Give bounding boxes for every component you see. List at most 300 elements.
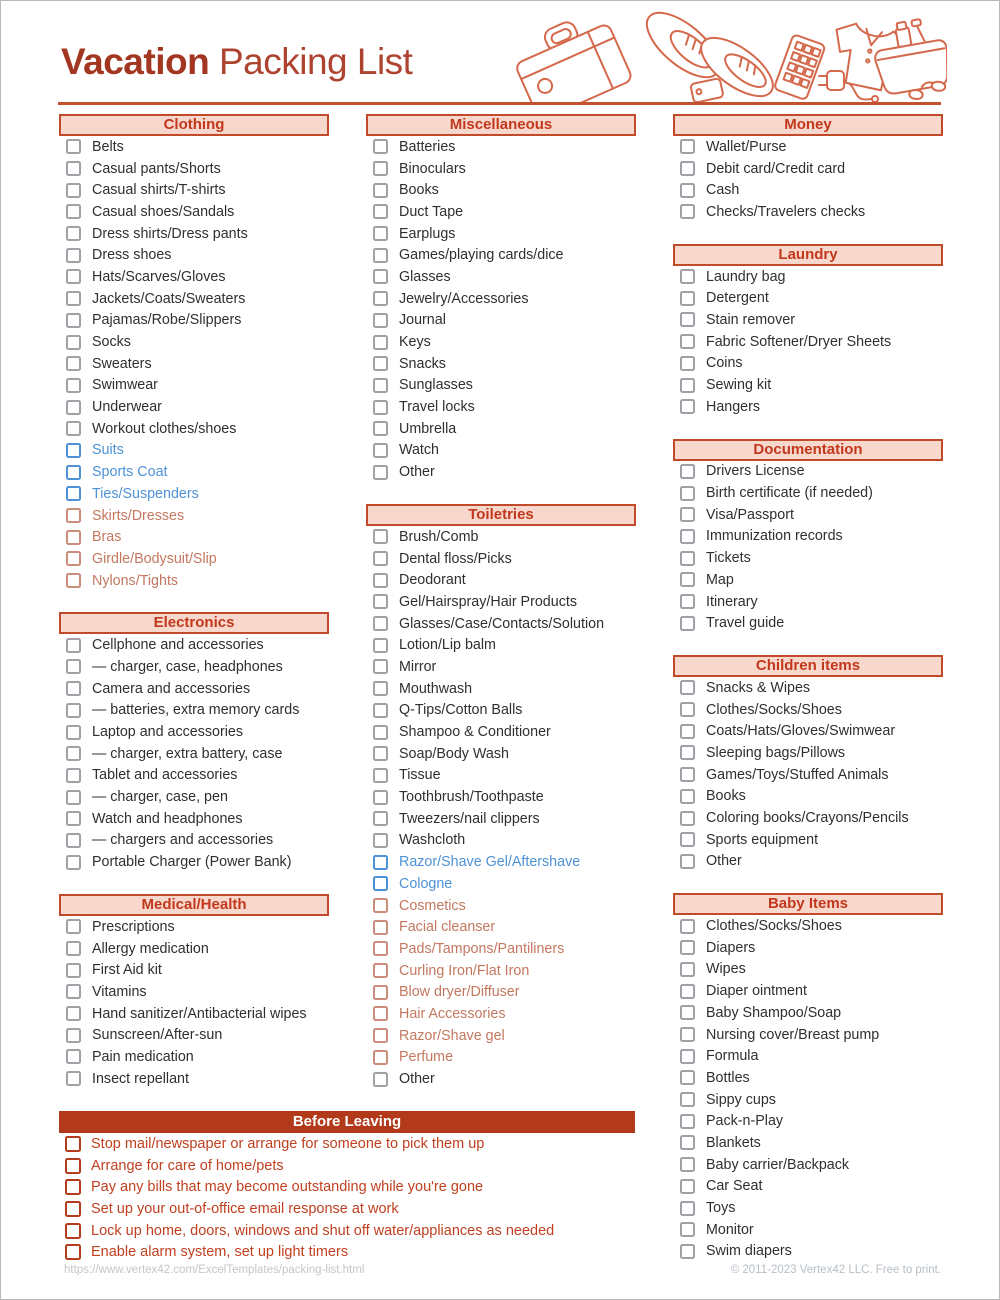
item-label: Facial cleanser [399, 919, 496, 936]
item-label: Mirror [399, 658, 437, 675]
checklist-item [59, 1068, 329, 1090]
checkbox[interactable] [66, 768, 81, 783]
travel-items-illustration [511, 7, 947, 103]
checkbox[interactable] [66, 573, 81, 588]
checkbox[interactable] [680, 940, 695, 955]
checkbox[interactable] [680, 724, 695, 739]
checkbox[interactable] [66, 204, 81, 219]
checkbox[interactable] [65, 1158, 81, 1174]
checklist-item [59, 634, 329, 656]
checklist-item [59, 179, 329, 201]
checklist-item [59, 808, 329, 830]
checkbox[interactable] [66, 551, 81, 566]
checklist-item [673, 1176, 943, 1198]
item-label: Baby carrier/Backpack [706, 1156, 850, 1173]
checkbox[interactable] [373, 291, 388, 306]
checklist-item [366, 569, 636, 591]
checklist-item [673, 374, 943, 396]
checkbox[interactable] [680, 767, 695, 782]
column-middle [366, 114, 636, 1283]
checkbox[interactable] [373, 1050, 388, 1065]
checkbox[interactable] [680, 291, 695, 306]
section-miscellaneous [366, 114, 636, 483]
item-label: Sippy cups [706, 1091, 776, 1108]
checklist-item [59, 1024, 329, 1046]
checkbox[interactable] [373, 204, 388, 219]
checkbox[interactable] [66, 226, 81, 241]
item-label: Pack-n-Play [706, 1113, 784, 1130]
item-label: Other [399, 1071, 435, 1088]
checklist-item [59, 310, 329, 332]
item-label: Coats/Hats/Gloves/Swimwear [706, 723, 896, 740]
item-label: — charger, extra battery, case [92, 745, 283, 762]
item-label: Baby Shampoo/Soap [706, 1004, 842, 1021]
checkbox[interactable] [680, 572, 695, 587]
item-label: Keys [399, 334, 431, 351]
checkbox[interactable] [373, 920, 388, 935]
checkbox[interactable] [66, 984, 81, 999]
item-label: Other [706, 853, 742, 870]
item-label: Hand sanitizer/Antibacterial wipes [92, 1005, 307, 1022]
checkbox[interactable] [680, 811, 695, 826]
checklist-item [59, 700, 329, 722]
checkbox[interactable] [680, 680, 695, 695]
item-label: Bras [92, 529, 122, 546]
item-label: Batteries [399, 138, 456, 155]
checkbox[interactable] [66, 378, 81, 393]
item-label: Books [706, 788, 746, 805]
checklist-item [59, 461, 329, 483]
section-baby-items [673, 893, 943, 1262]
checkbox[interactable] [680, 1027, 695, 1042]
checkbox[interactable] [65, 1136, 81, 1152]
item-label: Diaper ointment [706, 983, 807, 1000]
item-label: Sweaters [92, 355, 152, 372]
checkbox[interactable] [680, 1070, 695, 1085]
checkbox[interactable] [66, 919, 81, 934]
checkbox[interactable] [373, 833, 388, 848]
checkbox[interactable] [66, 335, 81, 350]
checklist-item [366, 396, 636, 418]
item-label: Skirts/Dresses [92, 507, 185, 524]
checkbox[interactable] [680, 1201, 695, 1216]
checkbox[interactable] [66, 746, 81, 761]
item-label: Umbrella [399, 420, 457, 437]
item-label: Cosmetics [399, 897, 466, 914]
item-label: Portable Charger (Power Bank) [92, 854, 292, 871]
item-label: Soap/Body Wash [399, 745, 509, 762]
checkbox[interactable] [373, 378, 388, 393]
checkbox[interactable] [373, 616, 388, 631]
checkbox[interactable] [65, 1244, 81, 1260]
item-label: Q-Tips/Cotton Balls [399, 702, 523, 719]
item-label: Debit card/Credit card [706, 160, 846, 177]
checkbox[interactable] [680, 594, 695, 609]
checkbox[interactable] [680, 486, 695, 501]
checklist-item [673, 959, 943, 981]
checkbox[interactable] [680, 854, 695, 869]
item-label: Underwear [92, 399, 162, 416]
checkbox[interactable] [66, 681, 81, 696]
checkbox[interactable] [66, 139, 81, 154]
checkbox[interactable] [680, 1135, 695, 1150]
checkbox[interactable] [373, 573, 388, 588]
checklist-item [366, 743, 636, 765]
checkbox[interactable] [66, 725, 81, 740]
checkbox[interactable] [680, 356, 695, 371]
checklist-item [59, 765, 329, 787]
checkbox[interactable] [66, 269, 81, 284]
checklist-item [673, 504, 943, 526]
checkbox[interactable] [373, 183, 388, 198]
item-label: Casual shoes/Sandals [92, 203, 235, 220]
checkbox[interactable] [373, 985, 388, 1000]
checkbox[interactable] [373, 269, 388, 284]
checkbox[interactable] [680, 1092, 695, 1107]
checkbox[interactable] [680, 1049, 695, 1064]
checkbox[interactable] [373, 768, 388, 783]
checkbox[interactable] [66, 1049, 81, 1064]
item-label: Other [399, 464, 435, 481]
checklist-item [366, 201, 636, 223]
checklist-item [366, 851, 636, 873]
checkbox[interactable] [66, 161, 81, 176]
item-label: Prescriptions [92, 918, 175, 935]
checkbox[interactable] [66, 659, 81, 674]
checklist-item [673, 331, 943, 353]
checklist-item [673, 287, 943, 309]
checkbox[interactable] [66, 941, 81, 956]
item-label: Razor/Shave gel [399, 1027, 505, 1044]
item-label: Watch and headphones [92, 810, 243, 827]
item-label: Map [706, 571, 734, 588]
item-label: Books [399, 182, 439, 199]
checkbox[interactable] [373, 703, 388, 718]
checkbox[interactable] [680, 1222, 695, 1237]
checklist-item [59, 1198, 635, 1220]
checkbox[interactable] [680, 551, 695, 566]
item-label: Pay any bills that may become outstanding while you're gone [91, 1179, 484, 1196]
checkbox[interactable] [373, 443, 388, 458]
page-title [61, 41, 412, 83]
section-header-toiletries: Toiletries [366, 504, 636, 526]
checklist-item [673, 699, 943, 721]
checkbox[interactable] [66, 811, 81, 826]
checkbox[interactable] [680, 139, 695, 154]
checkbox[interactable] [66, 1028, 81, 1043]
checkbox[interactable] [373, 356, 388, 371]
item-label: Formula [706, 1048, 759, 1065]
checkbox[interactable] [66, 703, 81, 718]
checkbox[interactable] [66, 248, 81, 263]
item-label: Watch [399, 442, 439, 459]
checkbox[interactable] [66, 313, 81, 328]
item-label: Sports Coat [92, 464, 168, 481]
checkbox[interactable] [373, 1028, 388, 1043]
checklist-item [366, 981, 636, 1003]
checklist-item [673, 266, 943, 288]
checklist-item [673, 353, 943, 375]
checkbox[interactable] [373, 335, 388, 350]
before-leaving-section [59, 1111, 635, 1284]
checkbox[interactable] [66, 400, 81, 415]
checkbox[interactable] [680, 183, 695, 198]
checkbox[interactable] [373, 811, 388, 826]
checkbox[interactable] [66, 1071, 81, 1086]
checkbox[interactable] [373, 941, 388, 956]
item-label: Blankets [706, 1134, 761, 1151]
checklist-item [366, 960, 636, 982]
checkbox[interactable] [373, 313, 388, 328]
item-label: Sports equipment [706, 831, 819, 848]
checkbox[interactable] [680, 399, 695, 414]
item-label: Duct Tape [399, 203, 464, 220]
item-label: Toys [706, 1200, 736, 1217]
checkbox[interactable] [66, 443, 81, 458]
checkbox[interactable] [373, 139, 388, 154]
checkbox[interactable] [373, 465, 388, 480]
item-label: Ties/Suspenders [92, 485, 199, 502]
checklist-item [366, 418, 636, 440]
checkbox[interactable] [66, 421, 81, 436]
checkbox[interactable] [373, 963, 388, 978]
checklist-item [366, 591, 636, 613]
checklist-item [673, 482, 943, 504]
section-header-before-leaving: Before Leaving [59, 1111, 635, 1133]
item-label: Cash [706, 182, 740, 199]
checkbox[interactable] [373, 551, 388, 566]
checklist-item [59, 851, 329, 873]
checklist-item [59, 483, 329, 505]
checklist-item [673, 807, 943, 829]
checkbox[interactable] [373, 855, 388, 870]
item-label: Sewing kit [706, 377, 772, 394]
checkbox[interactable] [66, 356, 81, 371]
checklist-item [59, 223, 329, 245]
checkbox[interactable] [65, 1201, 81, 1217]
checklist-item [673, 1197, 943, 1219]
checklist-item [366, 721, 636, 743]
checklist-item [366, 765, 636, 787]
checkbox[interactable] [373, 725, 388, 740]
checkbox[interactable] [680, 161, 695, 176]
checklist-item [59, 288, 329, 310]
section-before-leaving [59, 1111, 635, 1263]
checklist-item [59, 396, 329, 418]
checklist-item [59, 830, 329, 852]
item-label: Deodorant [399, 572, 466, 589]
section-children-items [673, 655, 943, 872]
checklist-item [366, 1047, 636, 1069]
checkbox[interactable] [66, 638, 81, 653]
checkbox[interactable] [66, 465, 81, 480]
checklist-item [673, 179, 943, 201]
checklist-item [673, 1024, 943, 1046]
checkbox[interactable] [373, 594, 388, 609]
checkbox[interactable] [66, 486, 81, 501]
checkbox[interactable] [373, 790, 388, 805]
checkbox[interactable] [66, 291, 81, 306]
checkbox[interactable] [680, 1005, 695, 1020]
checklist-item [673, 569, 943, 591]
checkbox[interactable] [66, 790, 81, 805]
item-label: Workout clothes/shoes [92, 420, 237, 437]
checklist-item [59, 201, 329, 223]
item-label: Razor/Shave Gel/Aftershave [399, 854, 581, 871]
checklist-item [673, 136, 943, 158]
item-label: Coloring books/Crayons/Pencils [706, 810, 909, 827]
item-label: Snacks [399, 355, 446, 372]
item-label: Mouthwash [399, 680, 473, 697]
section-header-baby-items: Baby Items [673, 893, 943, 915]
item-label: — chargers and accessories [92, 832, 274, 849]
item-label: Cellphone and accessories [92, 637, 264, 654]
item-label: Cologne [399, 875, 453, 892]
checkbox[interactable] [66, 833, 81, 848]
item-label: Visa/Passport [706, 506, 794, 523]
item-label: Clothes/Socks/Shoes [706, 701, 842, 718]
checkbox[interactable] [373, 681, 388, 696]
checkbox[interactable] [680, 1179, 695, 1194]
checkbox[interactable] [680, 378, 695, 393]
checklist-item [673, 786, 943, 808]
item-label: Swim diapers [706, 1243, 792, 1260]
checklist-item [673, 980, 943, 1002]
section-header-documentation: Documentation [673, 439, 943, 461]
item-label: Shampoo & Conditioner [399, 724, 551, 741]
section-header-electronics: Electronics [59, 612, 329, 634]
checkbox[interactable] [373, 746, 388, 761]
checklist-item [673, 829, 943, 851]
checklist-item [366, 916, 636, 938]
checkbox[interactable] [373, 659, 388, 674]
checkbox[interactable] [66, 1006, 81, 1021]
checkbox[interactable] [373, 226, 388, 241]
checkbox[interactable] [680, 507, 695, 522]
item-label: Dress shoes [92, 247, 172, 264]
checkbox[interactable] [680, 789, 695, 804]
checkbox[interactable] [66, 963, 81, 978]
checklist-item [673, 764, 943, 786]
checklist-item [59, 678, 329, 700]
item-label: Belts [92, 138, 124, 155]
checkbox[interactable] [680, 962, 695, 977]
checklist-item [366, 808, 636, 830]
item-label: Swimwear [92, 377, 158, 394]
checkbox[interactable] [680, 1244, 695, 1259]
item-label: Jackets/Coats/Sweaters [92, 290, 246, 307]
checkbox[interactable] [373, 898, 388, 913]
item-label: Girdle/Bodysuit/Slip [92, 550, 217, 567]
checkbox[interactable] [680, 984, 695, 999]
checkbox[interactable] [680, 919, 695, 934]
checkbox[interactable] [373, 400, 388, 415]
checklist-item [366, 938, 636, 960]
item-label: Tablet and accessories [92, 767, 238, 784]
checklist-item [59, 916, 329, 938]
checklist-item [366, 548, 636, 570]
checklist-item [673, 612, 943, 634]
checklist-item [366, 613, 636, 635]
item-label: Dress shirts/Dress pants [92, 225, 248, 242]
item-label: Binoculars [399, 160, 466, 177]
checkbox[interactable] [66, 530, 81, 545]
checkbox[interactable] [373, 876, 388, 891]
checklist-item [59, 526, 329, 548]
checklist-item [366, 1003, 636, 1025]
checkbox[interactable] [680, 1114, 695, 1129]
checklist-item [59, 266, 329, 288]
section-header-medical-health: Medical/Health [59, 894, 329, 916]
item-label: Glasses [399, 268, 451, 285]
checklist-item [366, 656, 636, 678]
checklist-item [366, 266, 636, 288]
checkbox[interactable] [680, 529, 695, 544]
item-label: Wipes [706, 961, 746, 978]
item-label: Travel locks [399, 399, 475, 416]
checkbox[interactable] [680, 334, 695, 349]
checklist-item [366, 895, 636, 917]
checkbox[interactable] [66, 508, 81, 523]
checklist-item [673, 158, 943, 180]
checklist-item [59, 981, 329, 1003]
checkbox[interactable] [680, 832, 695, 847]
checkbox[interactable] [680, 616, 695, 631]
checkbox[interactable] [373, 248, 388, 263]
item-label: Jewelry/Accessories [399, 290, 529, 307]
checklist-item [59, 548, 329, 570]
item-label: Clothes/Socks/Shoes [706, 918, 842, 935]
checkbox[interactable] [680, 464, 695, 479]
checkbox[interactable] [680, 1157, 695, 1172]
checklist-item [59, 1046, 329, 1068]
checkbox[interactable] [373, 161, 388, 176]
checkbox[interactable] [65, 1223, 81, 1239]
checklist-item [59, 786, 329, 808]
checklist-item [673, 547, 943, 569]
item-label: Coins [706, 355, 743, 372]
checkbox[interactable] [373, 1072, 388, 1087]
checkbox[interactable] [680, 702, 695, 717]
item-label: — charger, case, pen [92, 789, 228, 806]
checkbox[interactable] [680, 269, 695, 284]
checklist-item [673, 720, 943, 742]
checklist-item [59, 136, 329, 158]
checkbox[interactable] [680, 204, 695, 219]
checklist-item [673, 742, 943, 764]
checklist-item [59, 1133, 635, 1155]
item-label: Sunglasses [399, 377, 473, 394]
checkbox[interactable] [680, 312, 695, 327]
checklist-item [366, 526, 636, 548]
checkbox[interactable] [373, 421, 388, 436]
checkbox[interactable] [66, 855, 81, 870]
calculator-icon [774, 34, 826, 100]
checkbox[interactable] [66, 183, 81, 198]
checklist-item [673, 937, 943, 959]
item-label: Earplugs [399, 225, 456, 242]
checklist-item [673, 1132, 943, 1154]
checkbox[interactable] [373, 1006, 388, 1021]
checkbox[interactable] [373, 529, 388, 544]
item-label: Casual shirts/T-shirts [92, 182, 226, 199]
checkbox[interactable] [680, 745, 695, 760]
checklist-item [673, 677, 943, 699]
section-clothing [59, 114, 329, 591]
checkbox[interactable] [373, 638, 388, 653]
checklist-item [59, 959, 329, 981]
checkbox[interactable] [65, 1179, 81, 1195]
